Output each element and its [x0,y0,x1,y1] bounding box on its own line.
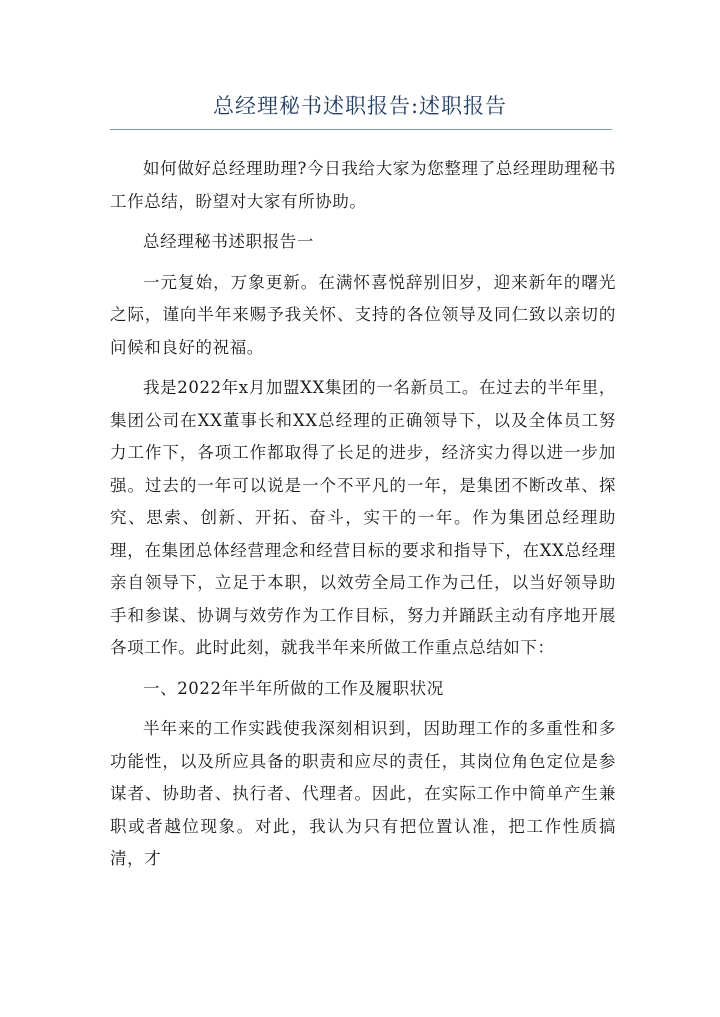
document-body [110,153,616,876]
role-paragraph: 半年来的工作实践使我深刻相识到，因助理工作的多重性和多功能性，以及所应具备的职责和应尽的责任，其岗位角色定位是参谋者、协助者、执行者、代理者。因此，在实际工作中简单产生兼职或者越位现象。对此，我认为只有把位置认准，把工作性质搞清，才 [110,719,616,868]
document-title: 总经理秘书述职报告:述职报告 [212,94,508,118]
intro-paragraph: 如何做好总经理助理?今日我给大家为您整理了总经理助理秘书工作总结，盼望对大家有所协助。 [110,159,616,211]
section-heading-report-one: 总经理秘书述职报告一 [143,232,314,251]
title-divider [110,129,612,130]
greeting-paragraph: 一元复始，万象更新。在满怀喜悦辞别旧岁，迎来新年的曙光之际，谨向半年来赐予我关怀、支持的各位领导及同仁致以亲切的问候和良好的祝福。 [110,272,616,357]
background-paragraph: 我是2022年x月加盟XX集团的一名新员工。在过去的半年里，集团公司在XX董事长和XX总经理的正确领导下，以及全体员工努力工作下，各项工作都取得了长足的进步，经济实力得以进一步加强。过去的一年可以说是一个不平凡的一年，是集团不断改革、探究、思索、创新、开拓、奋斗，实干的一年。作为集团总经理助理，在集团总体经营理念和经营目标的要求和指导下，在XX总经理亲自领导下，立足于本职，以效劳全局工作为己任，以当好领导助手和参谋、协调与效劳作为工作目标，努力并踊跃主动有序地开展各项工作。此时此刻，就我半年来所做工作重点总结如下： [110,378,616,657]
section-heading-work-status: 一、2022年半年所做的工作及履职状况 [143,678,444,698]
